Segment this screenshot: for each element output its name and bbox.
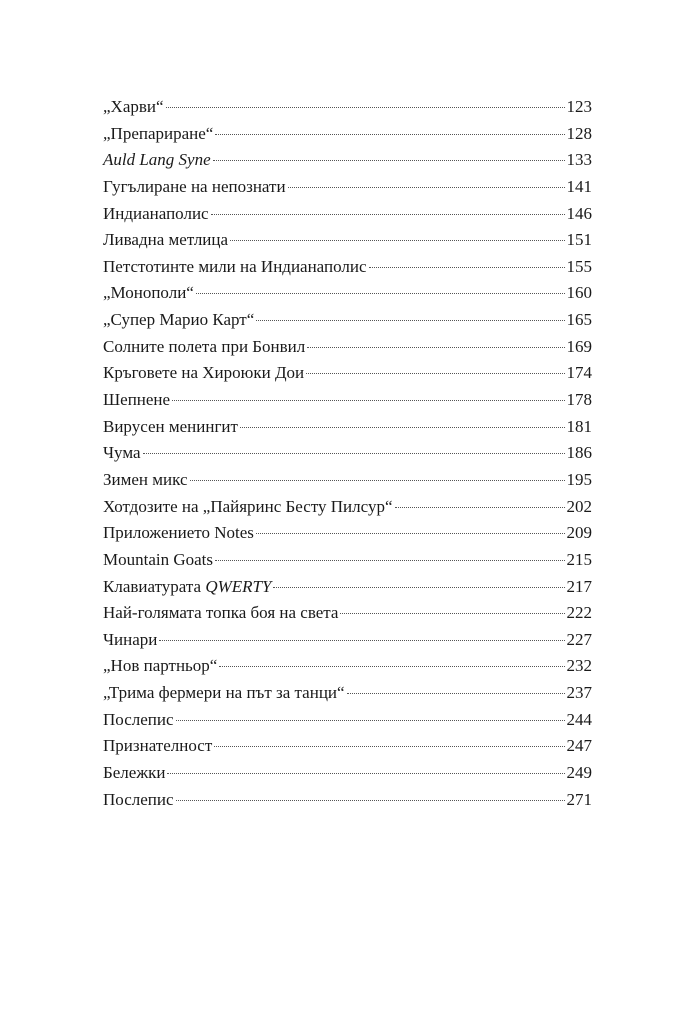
toc-entry [103,174,592,201]
dot-leader [190,480,565,481]
entry-title: Най-голямата топка боя на света [103,603,339,623]
toc-entry [103,760,592,787]
entry-title: Mountain Goats [103,549,214,569]
page-number: 151 [566,230,592,250]
table-of-contents [103,94,592,813]
dot-leader [256,533,565,534]
entry-title [103,574,271,601]
toc-entry [103,574,592,601]
entry-title: Вирусен менингит [103,416,238,436]
entry-title: Индианаполис [103,203,209,223]
toc-entry [103,254,592,281]
dot-leader [213,160,565,161]
entry-title: Шепнене [103,390,171,410]
page-number: 169 [566,336,592,356]
toc-entry [103,334,592,361]
toc-entry [103,201,592,228]
entry-title: „Трима фермери на път за танци“ [103,683,345,703]
page-number: 249 [566,763,592,783]
entry-title: „Препариране“ [103,123,214,143]
page-number: 155 [566,256,592,276]
dot-leader [288,187,565,188]
dot-leader [176,800,565,801]
dot-leader [143,453,565,454]
dot-leader [230,240,564,241]
page-number: 227 [566,629,592,649]
dot-leader [369,267,565,268]
page-number: 247 [566,736,592,756]
entry-title: „Монополи“ [103,283,194,303]
toc-entry [103,733,592,760]
page-number: 215 [566,549,592,569]
entry-title: Бележки [103,763,166,783]
page-number: 202 [566,496,592,516]
dot-leader [215,560,564,561]
dot-leader [395,507,565,508]
entry-title: Чинари [103,629,158,649]
entry-title [103,147,211,174]
toc-entry [103,440,592,467]
toc-entry [103,600,592,627]
entry-title: Признателност [103,736,213,756]
page-number: 174 [566,363,592,383]
dot-leader [256,320,564,321]
toc-entry [103,494,592,521]
dot-leader [240,427,565,428]
entry-title: Послепис [103,789,174,809]
entry-title: Гугълиране на непознати [103,176,286,196]
page-number: 128 [566,123,592,143]
toc-entry [103,547,592,574]
page-number: 222 [566,603,592,623]
dot-leader [307,347,564,348]
toc-entry [103,680,592,707]
page-number: 195 [566,469,592,489]
dot-leader [167,773,564,774]
dot-leader [172,400,564,401]
toc-entry [103,653,592,680]
toc-entry [103,414,592,441]
page-number: 165 [566,310,592,330]
page-number: 160 [566,283,592,303]
page-number: 186 [566,443,592,463]
entry-title: Ливадна метлица [103,230,229,250]
toc-entry [103,94,592,121]
entry-title: Зимен микс [103,469,188,489]
toc-entry [103,147,592,174]
dot-leader [166,107,565,108]
entry-title: Солните полета при Бонвил [103,336,306,356]
toc-entry [103,707,592,734]
toc-entry [103,121,592,148]
toc-entry [103,227,592,254]
dot-leader [196,293,565,294]
page-number: 209 [566,523,592,543]
dot-leader [306,373,564,374]
dot-leader [347,693,565,694]
dot-leader [273,587,564,588]
entry-title: „Харви“ [103,97,164,116]
dot-leader [211,214,565,215]
italic-title: QWERTY [205,576,272,596]
dot-leader [340,613,564,614]
page-number: 217 [566,576,592,596]
dot-leader [214,746,564,747]
page-number: 133 [566,150,592,170]
entry-title: „Нов партньор“ [103,656,218,676]
page-number: 146 [566,203,592,223]
italic-title: Auld Lang Syne [103,150,211,170]
toc-entry [103,307,592,334]
toc-entry [103,627,592,654]
entry-title: Чума [103,443,141,463]
page-number: 244 [566,709,592,729]
page-number: 178 [566,390,592,410]
toc-entry [103,280,592,307]
page-number: 181 [566,416,592,436]
entry-title: Приложението Notes [103,523,254,543]
toc-entry [103,520,592,547]
entry-title: Петстотинте мили на Индианаполис [103,256,367,276]
toc-entry [103,387,592,414]
dot-leader [219,666,564,667]
page-number: 141 [566,176,592,196]
page-number: 271 [566,789,592,809]
dot-leader [159,640,564,641]
page-number: 123 [566,97,592,116]
entry-title: Кръговете на Хироюки Дои [103,363,305,383]
toc-entry [103,360,592,387]
page-number: 232 [566,656,592,676]
entry-title: Хотдозите на „Пайяринс Бесту Пилсур“ [103,496,393,516]
page-number: 237 [566,683,592,703]
toc-entry [103,467,592,494]
title-prefix: Клавиатурата [103,576,206,596]
entry-title: Послепис [103,709,174,729]
entry-title: „Супер Марио Карт“ [103,310,255,330]
dot-leader [215,134,564,135]
toc-entry [103,787,592,814]
dot-leader [176,720,565,721]
